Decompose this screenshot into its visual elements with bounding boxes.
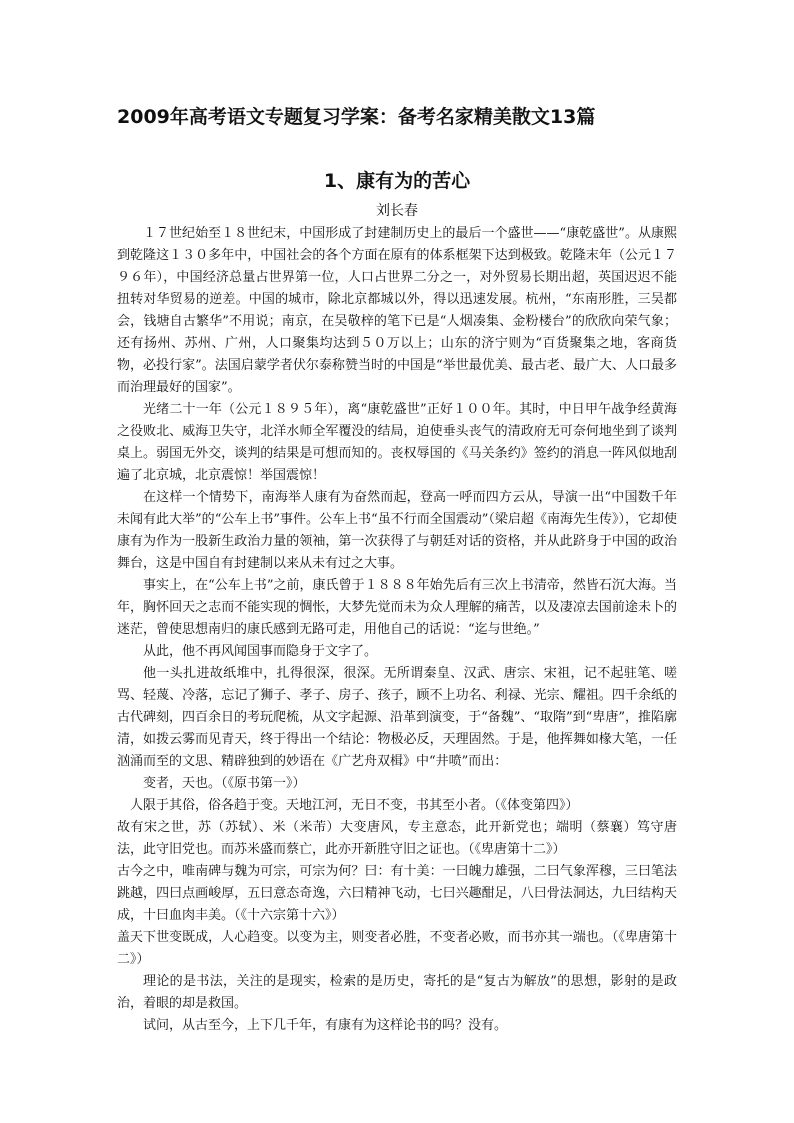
- quote-line: 盖天下世变既成，人心趋变。以变为主，则变者必胜，不变者必败，而书亦其一端也。（《卑唐第十二》）: [117, 930, 677, 967]
- quote-line: 人限于其俗，俗各趋于变。天地江河，无日不变，书其至小者。（《体变第四》）: [130, 798, 579, 813]
- document-title: 2009年高考语文专题复习学案：备考名家精美散文13篇: [117, 106, 596, 128]
- essay-author: 刘长春: [376, 203, 418, 219]
- quote-line: 变者，天也。（《原书第一》）: [143, 776, 306, 791]
- quote-line: 故有宋之世，苏（苏轼）、米（米芾）大变唐风，专主意态，此开新党也；端明（蔡襄）笃守唐法，此守旧党也。而苏米盛而蔡亡，此亦开新胜守旧之证也。（《卑唐第十二》）: [117, 820, 677, 857]
- paragraph: 在这样一个情势下，南海举人康有为奋然而起，登高一呼而四方云从，导演一出“中国数千年未闻有此大举”的“公车上书”事件。公车上书“虽不行而全国震动”（梁启超《南海先生传》），它却使康有为作为一股新生政治力量的领袖，第一次获得了与朝廷对话的资格，并从此跻身于中国的政治舞台，这是中国自有封建制以来从未有过之大事。: [117, 490, 677, 571]
- paragraph: 他一头扎进故纸堆中，扎得很深，很深。无所谓秦皇、汉武、唐宗、宋祖，记不起驻笔、嗟骂、轻蔑、冷落，忘记了狮子、孝子、房子、孩子，顾不上功名、利禄、光宗、耀祖。四千余纸的古代碑刻，四百余日的考玩爬梳，从文字起源、沿革到演变，于“备魏”、“取隋”到“卑唐”，推陷廓清，如拨云雾而见青天，终于得出一个结论：物极必反，天理固然。于是，他挥舞如椽大笔，一任汹涌而至的文思、精辟独到的妙语在《广艺舟双楫》中“井喷”而出：: [117, 666, 677, 769]
- essay-title: 1、康有为的苦心: [323, 170, 471, 192]
- paragraph: 理论的是书法，关注的是现实，检索的是历史，寄托的是“复古为解放”的思想，影射的是政治，着眼的却是救国。: [117, 974, 677, 1011]
- essay-body: [117, 223, 677, 1037]
- quote-line: 古今之中，唯南碑与魏为可宗，可宗为何？曰：有十美：一曰魄力雄强，二曰气象浑穆，三曰笔法跳越，四曰点画峻厚，五曰意态奇逸，六曰精神飞动，七曰兴趣酣足，八曰骨法洞达，九曰结构天成，十曰血肉丰美。（《十六宗第十六》）: [117, 864, 677, 923]
- paragraph: 事实上，在“公车上书”之前，康氏曾于１８８８年始先后有三次上书清帝，然皆石沉大海。当年，胸怀回天之志而不能实现的惆怅，大梦先觉而未为众人理解的痛苦，以及凄凉去国前途未卜的迷茫，曾使思想南归的康氏感到无路可走，用他自己的话说：“迄与世绝。”: [117, 578, 677, 637]
- paragraph: 试问，从古至今，上下几千年，有康有为这样论书的吗？没有。: [143, 1018, 508, 1033]
- paragraph: １７世纪始至１８世纪末，中国形成了封建制历史上的最后一个盛世——“康乾盛世”。从康熙到乾隆这１３０多年中，中国社会的各个方面在原有的体系框架下达到极致。乾隆末年（公元１７９６年），中国经济总量占世界第一位，人口占世界二分之一，对外贸易长期出超，英国迟迟不能扭转对华贸易的逆差。中国的城市，除北京都城以外，得以迅速发展。杭州，“东南形胜，三吴都会，钱塘自古繁华”不用说；南京，在吴敬梓的笔下已是“人烟凑集、金粉楼台”的欣欣向荣气象；还有扬州、苏州、广州，人口聚集均达到５０万以上；山东的济宁则为“百货聚集之地，客商货物，必投行家”。法国启蒙学者伏尔泰称赞当时的中国是“举世最优美、最古老、最广大、人口最多而治理最好的国家”。: [117, 226, 677, 395]
- paragraph: 光绪二十一年（公元１８９５年），离“康乾盛世”正好１００年。其时，中日甲午战争经黄海之役败北、威海卫失守，北洋水师全军覆没的结局，迫使垂头丧气的清政府无可奈何地坐到了谈判桌上。弱国无外交，谈判的结果是可想而知的。丧权辱国的《马关条约》签约的消息一阵风似地刮遍了北京城，北京震惊！举国震惊！: [117, 402, 677, 483]
- paragraph: 从此，他不再风闻国事而隐身于文字了。: [143, 644, 378, 659]
